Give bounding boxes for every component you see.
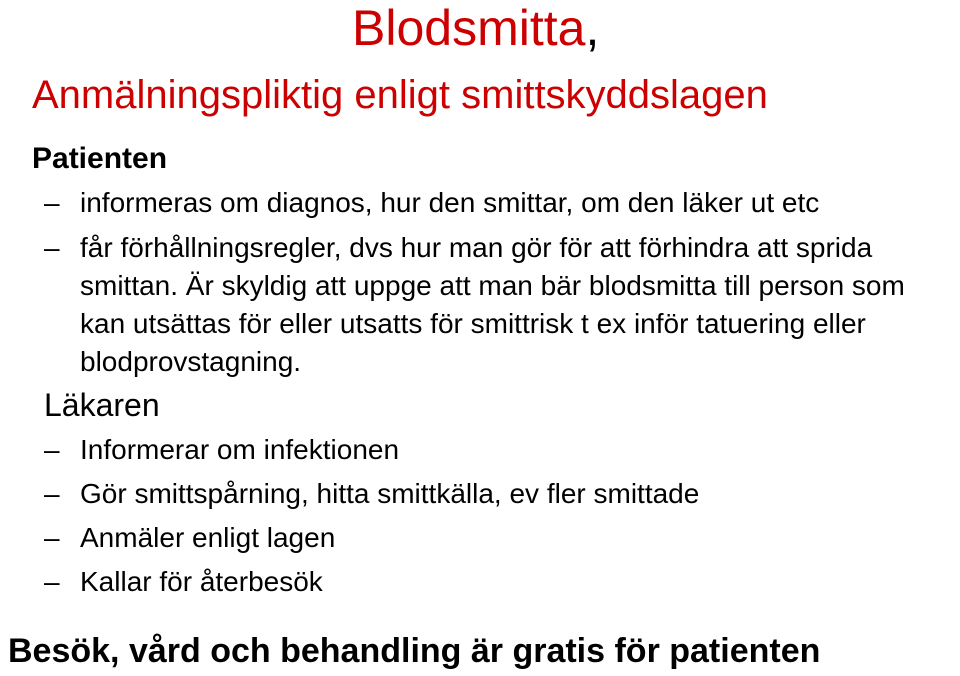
heading-patienten: Patienten xyxy=(32,142,168,175)
patienten-item-2 xyxy=(44,229,950,381)
title-comma: , xyxy=(585,0,600,56)
lakaren-item-text: Anmäler enligt lagen xyxy=(80,522,336,553)
lakaren-item-text: Gör smittspårning, hitta smittkälla, ev fler smittade xyxy=(80,478,700,509)
footer-statement: Besök, vård och behandling är gratis för patienten xyxy=(8,632,821,670)
title-line-1 xyxy=(352,0,599,58)
lakaren-item-text: Kallar för återbesök xyxy=(80,566,323,597)
title-blodsmitta: Blodsmitta xyxy=(352,0,586,56)
bullet-dash: – xyxy=(44,434,60,465)
patienten-item-text: informeras om diagnos, hur den smittar, om den läker ut etc xyxy=(80,187,820,218)
heading-lakaren: Läkaren xyxy=(44,387,160,423)
bullet-dash: – xyxy=(44,566,60,597)
bullet-dash: – xyxy=(44,478,60,509)
title-line-2: Anmälningspliktig enligt smittskyddslagen xyxy=(32,73,768,117)
bullet-dash: – xyxy=(44,522,60,553)
lakaren-item-text: Informerar om infektionen xyxy=(80,434,400,465)
bullet-dash: – xyxy=(44,232,60,263)
bullet-dash: – xyxy=(44,187,60,218)
patienten-item-text: får förhållningsregler, dvs hur man gör för att förhindra att sprida smittan. Är skyldig att uppge att man bär blodsmitta till person som kan utsättas för eller utsatts för smittrisk t ex inför tatuering eller blodprovstagning. xyxy=(80,232,905,377)
